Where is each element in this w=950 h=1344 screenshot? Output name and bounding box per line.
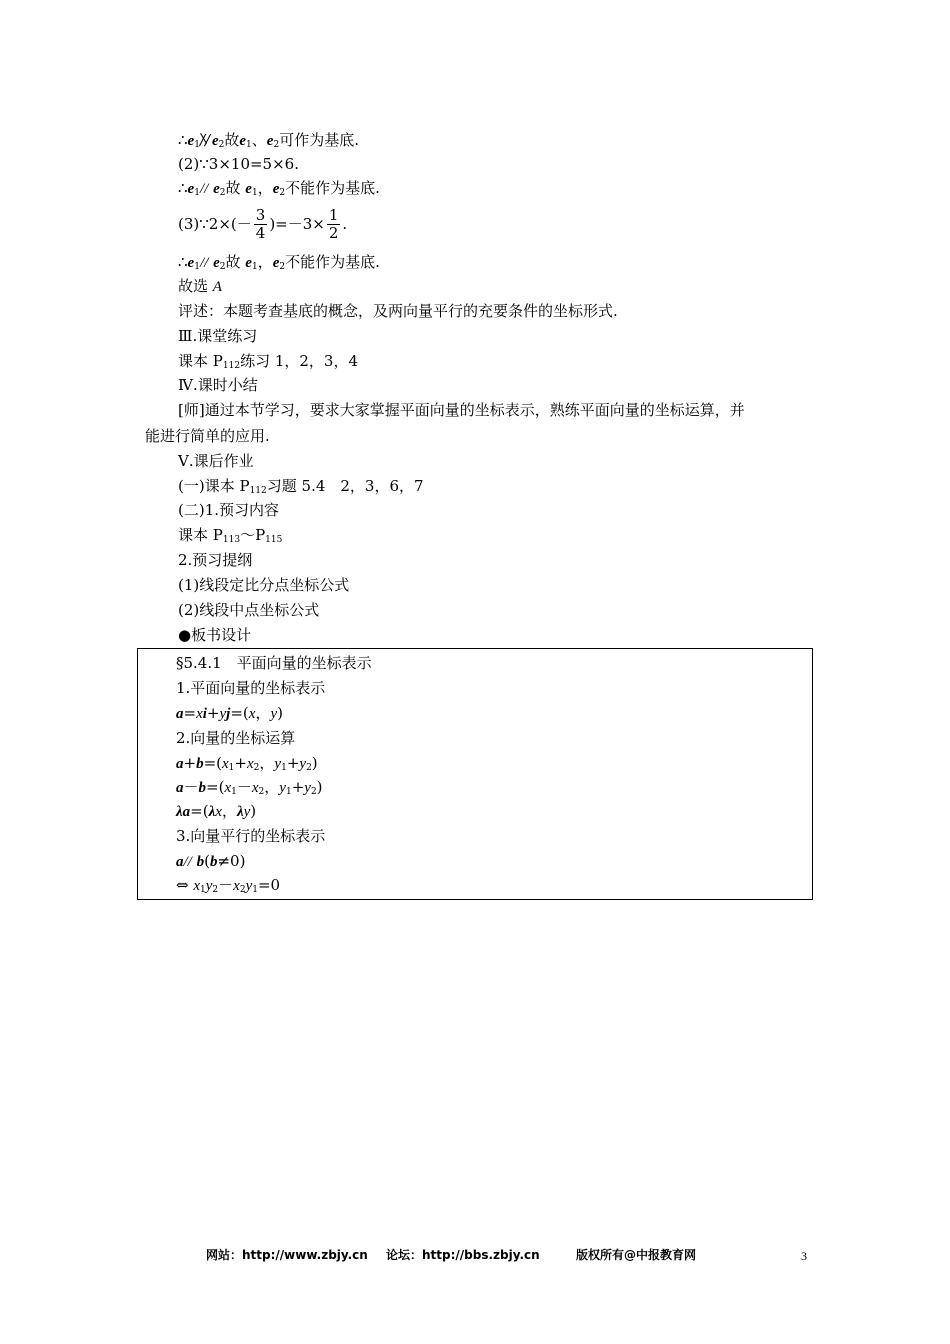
vector-e1: e: [187, 255, 195, 271]
parallel-symbol: //: [199, 181, 209, 197]
text: ～P: [240, 526, 266, 544]
text: 练习 1，2，3，4: [240, 352, 359, 370]
vector-e2: e: [213, 255, 220, 271]
subscript: 1: [194, 188, 200, 198]
board-formula-2: $a+b=(x_1+x_2$，$y_1+y_2$): [176, 754, 318, 773]
subscript: 115: [265, 535, 283, 545]
vector-e1: e: [245, 255, 252, 271]
numerator: 3: [255, 205, 266, 224]
comma: ，: [257, 253, 273, 271]
line-17: 2.预习提纲: [178, 551, 253, 569]
footer-copyright: 版权所有@中报教育网: [576, 1248, 697, 1262]
board-formula-1: a=xi+yj=(x，y): [176, 704, 283, 722]
text: (3)∵2×(－: [178, 215, 252, 233]
text: 故: [225, 179, 241, 197]
line-16: [178, 525, 282, 545]
answer-letter: A: [212, 279, 222, 295]
subscript: 113: [222, 535, 241, 545]
subscript: 1: [251, 262, 258, 272]
subscript: 2: [273, 140, 280, 150]
text: 课本 P: [178, 526, 223, 544]
text: .: [342, 215, 348, 233]
line-1: [178, 130, 359, 151]
therefore-symbol: ∴: [178, 179, 188, 197]
board-formula-3: $a-b=(x_1-x_2$，$y_1+y_2$): [176, 778, 323, 797]
subscript: 2: [219, 188, 226, 198]
footer-forum-link[interactable]: 论坛：http://bbs.zbjy.cn: [386, 1248, 540, 1262]
vector-e2: e: [272, 181, 280, 197]
text: 可作为基底.: [279, 131, 359, 149]
board-formula-6: ⇔ $x_1y_2-x_2y_1=0$: [176, 876, 281, 895]
subscript: 2: [279, 262, 286, 272]
text: 不能作为基底.: [285, 253, 380, 271]
subscript: 112: [249, 486, 267, 496]
vector-e1: e: [187, 181, 195, 197]
vector-e2: e: [266, 133, 274, 149]
denominator: 4: [255, 223, 266, 242]
subscript: 2: [219, 262, 226, 272]
line-15: (二)1.预习内容: [178, 501, 280, 519]
therefore-symbol: ∴: [178, 131, 188, 149]
line-3: [178, 178, 380, 199]
board-design-box: [137, 648, 813, 900]
line-11: [师]通过本节学习，要求大家掌握平面向量的坐标表示，熟练平面向量的坐标运算，并: [178, 401, 745, 419]
line-18: (1)线段定比分点坐标公式: [178, 576, 350, 594]
comma: ，: [257, 179, 273, 197]
line-6: [178, 276, 222, 297]
line-12: 能进行简单的应用.: [145, 427, 270, 445]
line-13: Ⅴ.课后作业: [178, 452, 254, 470]
line-10: Ⅳ.课时小结: [178, 376, 258, 394]
line-9: [178, 351, 358, 371]
numerator: 1: [328, 205, 339, 224]
board-title: §5.4.1 平面向量的坐标表示: [176, 654, 372, 672]
not-parallel-symbol: [200, 130, 212, 150]
subscript: 2: [218, 140, 225, 150]
vector-e1: e: [245, 181, 252, 197]
line-2: (2)∵3×10=5×6.: [178, 155, 299, 173]
line-7: 评述：本题考查基底的概念，及两向量平行的充要条件的坐标形式.: [178, 302, 618, 320]
parallel-symbol: //: [199, 255, 209, 271]
denominator: 2: [328, 223, 339, 242]
vector-e2: e: [272, 255, 280, 271]
text: 课本 P: [178, 352, 223, 370]
vector-e1: e: [187, 133, 195, 149]
line-5: [178, 252, 380, 273]
separator: 、: [251, 131, 267, 149]
line-14: [178, 476, 424, 496]
text: 故: [224, 131, 240, 149]
subscript: 112: [222, 361, 241, 371]
vector-e1: e: [239, 133, 247, 149]
therefore-symbol: ∴: [178, 253, 188, 271]
line-19: (2)线段中点坐标公式: [178, 601, 320, 619]
board-heading-1: 1.平面向量的坐标表示: [176, 679, 326, 697]
subscript: 1: [246, 140, 252, 150]
board-heading-3: 3.向量平行的坐标表示: [176, 827, 326, 845]
subscript: 1: [194, 140, 200, 150]
line-20: ●板书设计: [178, 626, 252, 644]
fraction: [327, 207, 341, 242]
text: 故: [225, 253, 241, 271]
text: 习题 5.4 2，3，6，7: [266, 477, 424, 495]
line-4: [178, 204, 347, 244]
board-heading-2: 2.向量的坐标运算: [176, 729, 296, 747]
page-number: 3: [801, 1249, 807, 1263]
subscript: 2: [279, 188, 286, 198]
line-8: Ⅲ.课堂练习: [178, 327, 258, 345]
text: (一)课本 P: [178, 477, 250, 495]
footer-site-link[interactable]: 网站：http://www.zbjy.cn: [206, 1248, 368, 1262]
text: 不能作为基底.: [285, 179, 380, 197]
text: 故选: [178, 277, 209, 295]
board-formula-4: λa=(λx，λy): [176, 802, 257, 820]
vector-e2: e: [211, 133, 219, 149]
board-formula-5: a// b(b≠0): [176, 852, 246, 870]
text: )=－3×: [269, 215, 325, 233]
fraction: [254, 207, 268, 242]
vector-e2: e: [213, 181, 220, 197]
subscript: 1: [251, 188, 258, 198]
subscript: 1: [194, 262, 200, 272]
